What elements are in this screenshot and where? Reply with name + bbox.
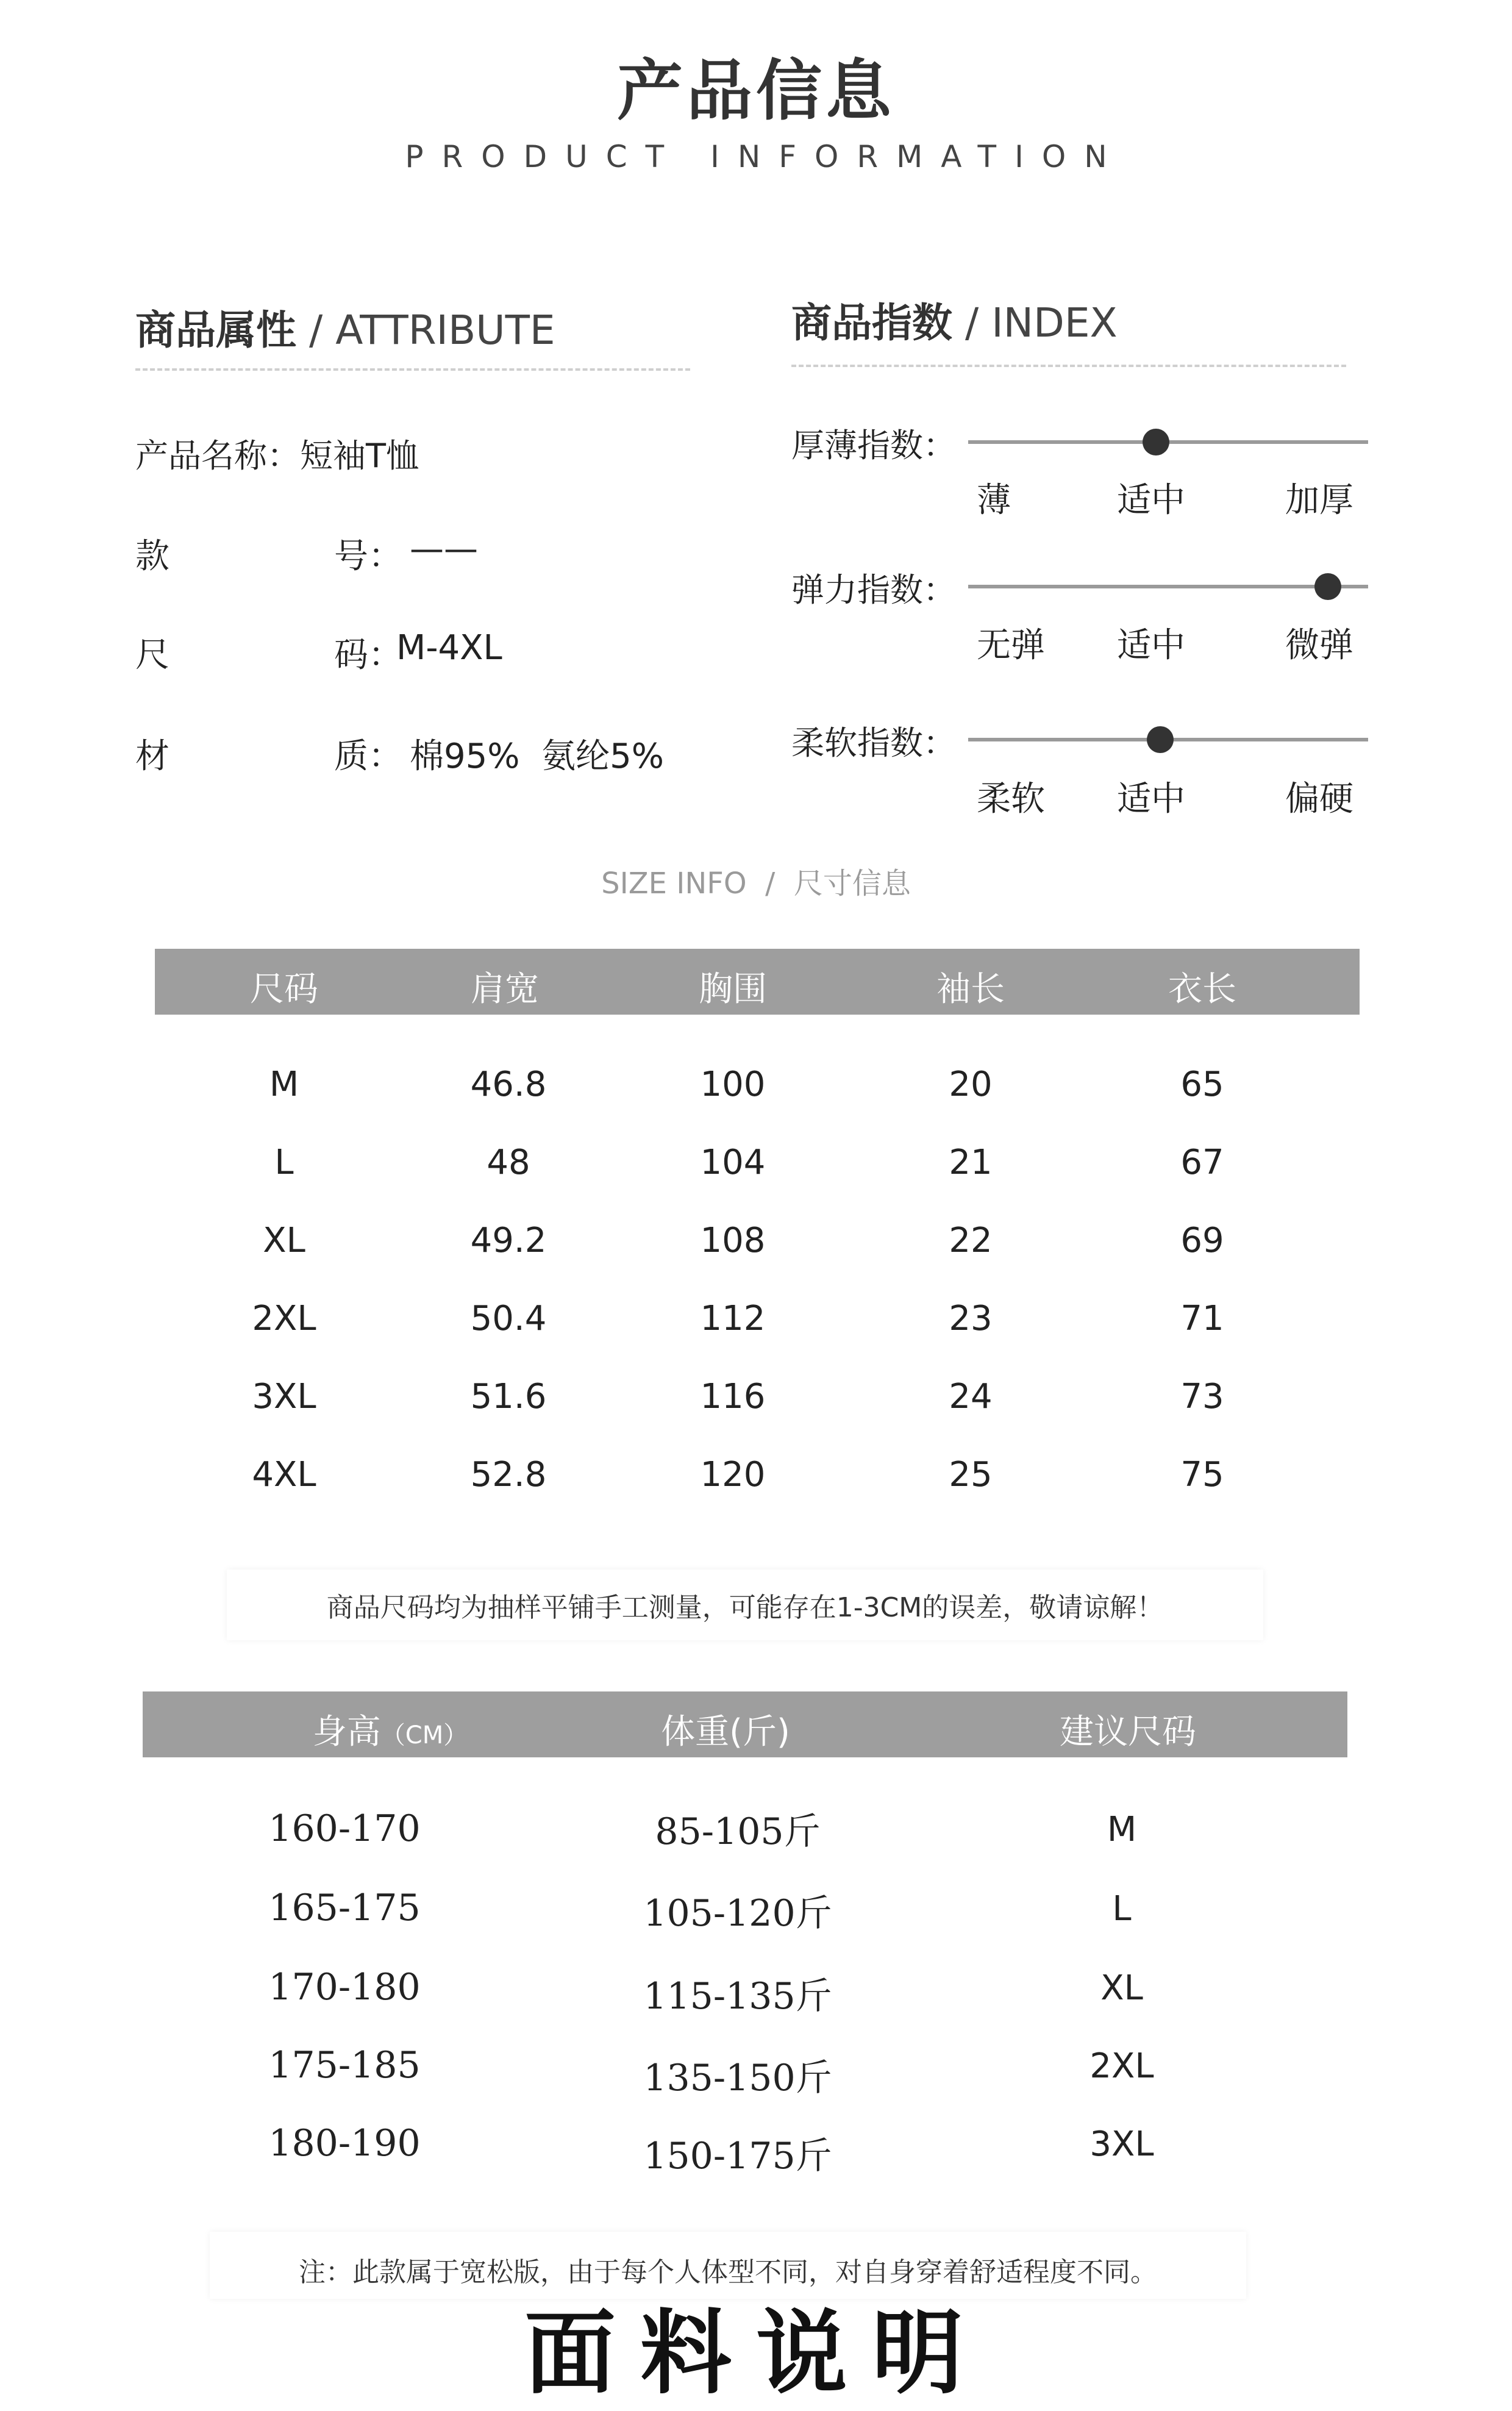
table-cell: 120 [700,1455,766,1495]
table-cell: 104 [700,1143,766,1182]
recommend-col-height-label: 身高 [312,1712,381,1752]
table-cell: 67 [1180,1143,1224,1182]
size-col-length: 衣长 [1168,970,1236,1009]
table-cell: 3XL [1089,2124,1154,2164]
attr-key-suffix: 码： [334,635,402,675]
attr-key: 尺 [135,635,169,675]
scale-label: 偏硬 [1285,779,1353,819]
index-divider [791,365,1346,367]
table-cell: M [1107,1810,1137,1849]
index-heading [791,290,1118,348]
table-cell: 48 [487,1143,530,1182]
scale-label: 微弹 [1285,626,1353,665]
attr-value: 棉95% 氨纶5% [410,737,664,776]
attr-row-name [135,430,419,477]
scale-label: 加厚 [1285,480,1353,520]
attr-value: —— [410,529,478,569]
table-cell: 105-120斤 [643,1892,832,1935]
table-cell: 24 [949,1377,993,1416]
table-cell: M [269,1065,299,1104]
attr-value: M-4XL [396,628,502,668]
attribute-heading-cn: 商品属性 [135,307,296,354]
table-cell: 150-175斤 [643,2135,832,2177]
size-note: 商品尺码均为抽样平铺手工测量，可能存在1-3CM的误差，敬请谅解！ [326,1592,1164,1623]
table-cell: 51.6 [470,1377,547,1416]
page-title: 产品信息 [616,53,895,129]
table-cell: 20 [949,1065,993,1104]
scale-label: 无弹 [977,626,1045,665]
table-cell: 22 [949,1221,993,1260]
index-heading-cn: 商品指数 [791,299,952,346]
recommend-col-height-unit: （CM） [380,1721,468,1749]
table-cell: 3XL [252,1377,316,1416]
table-cell: L [1112,1889,1132,1929]
table-cell: 52.8 [470,1455,547,1495]
table-cell: XL [1100,1968,1143,2008]
attribute-heading [135,298,555,355]
table-cell: 115-135斤 [643,1975,832,2018]
table-cell: 69 [1180,1221,1224,1260]
size-col-sleeve: 袖长 [936,970,1005,1009]
scale-label: 适中 [1117,779,1185,819]
table-cell: 180-190 [268,2122,421,2165]
index-label-elasticity: 弹力指数： [791,571,956,609]
attr-key: 材 [135,737,169,776]
table-cell: 116 [700,1377,766,1416]
table-cell: XL [263,1221,305,1260]
table-cell: 23 [949,1299,993,1338]
table-cell: 50.4 [470,1299,547,1338]
recommend-col-size: 建议尺码 [1060,1712,1196,1752]
table-cell: 85-105斤 [655,1810,821,1853]
table-cell: 73 [1180,1377,1224,1416]
recommend-note: 注：此款属于宽松版，由于每个人体型不同，对自身穿着舒适程度不同。 [299,2257,1157,2288]
table-cell: 49.2 [470,1221,547,1260]
table-cell: 4XL [252,1455,316,1495]
attr-value: 短袖T恤 [300,437,419,475]
attr-key: 产品名称： [135,437,300,475]
table-cell: 112 [700,1299,766,1338]
table-cell: 160-170 [268,1807,421,1850]
attribute-heading-en: / ATTRIBUTE [296,307,555,354]
table-cell: 75 [1180,1455,1224,1495]
table-cell: 108 [700,1221,766,1260]
table-cell: 175-185 [268,2044,421,2087]
size-col-chest: 胸围 [699,970,767,1009]
table-cell: L [274,1143,294,1182]
recommend-col-height [268,1705,512,1754]
index-label-softness: 柔软指数： [791,724,956,762]
attr-key: 款 [135,537,169,576]
table-cell: 46.8 [470,1065,547,1104]
table-cell: 2XL [252,1299,316,1338]
table-cell: 65 [1180,1065,1224,1104]
table-cell: 21 [949,1143,993,1182]
attribute-divider [135,368,690,371]
size-col-size: 尺码 [250,970,318,1009]
thickness-knob [1143,429,1169,455]
scale-label: 柔软 [977,779,1045,819]
page-subtitle: PRODUCT INFORMATION [405,139,1125,174]
elasticity-knob [1314,573,1341,600]
table-cell: 25 [949,1455,993,1495]
table-cell: 2XL [1089,2046,1154,2086]
scale-label: 适中 [1117,626,1185,665]
fabric-section-title: 面料说明 [524,2301,988,2407]
recommend-col-weight: 体重(斤) [661,1712,790,1752]
table-cell: 135-150斤 [643,2057,832,2099]
size-col-shoulder: 肩宽 [471,970,539,1009]
index-heading-en: / INDEX [952,299,1118,346]
attr-key-suffix: 质： [334,737,402,776]
table-cell: 71 [1180,1299,1224,1338]
scale-label: 适中 [1117,480,1185,520]
attr-key-suffix: 号： [334,537,402,576]
table-cell: 165-175 [268,1887,421,1929]
scale-label: 薄 [977,480,1011,520]
table-cell: 170-180 [268,1966,421,2009]
table-cell: 100 [700,1065,766,1104]
elasticity-track [968,585,1368,588]
softness-knob [1147,726,1174,753]
index-label-thickness: 厚薄指数： [791,426,956,465]
size-info-caption: SIZE INFO / 尺寸信息 [601,866,911,901]
